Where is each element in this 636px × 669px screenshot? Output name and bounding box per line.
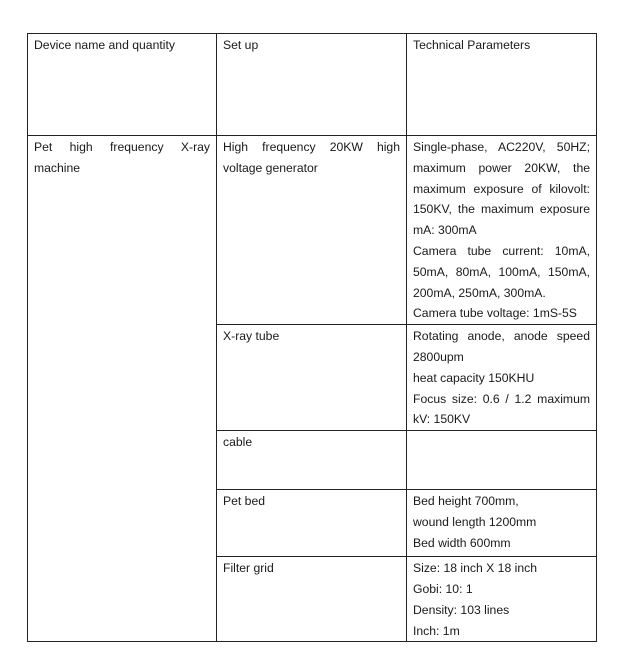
setup-cell (217, 325, 407, 431)
setup-cell (217, 490, 407, 557)
header-setup-cell (217, 34, 407, 136)
header-setup: Set up (223, 38, 259, 52)
setup-cell (217, 136, 407, 325)
setup-cell (217, 557, 407, 642)
param-line: wound length 1200mm (413, 514, 537, 529)
param-line: Camera tube voltage: 1mS-5S (413, 306, 577, 321)
setup-label: cable (223, 435, 253, 450)
header-params-cell (407, 34, 597, 136)
header-params: Technical Parameters (413, 38, 531, 52)
table-header-row (28, 34, 597, 136)
param-line: Bed height 700mm, (413, 494, 519, 509)
setup-cell (217, 431, 407, 490)
param-line: Inch: 1m (413, 623, 460, 638)
device-name-cell (28, 136, 217, 642)
param-line: Size: 18 inch X 18 inch (413, 561, 537, 576)
params-cell-empty (407, 431, 597, 490)
params-cell (407, 490, 597, 557)
params-cell (407, 325, 597, 431)
params-cell (407, 557, 597, 642)
params-cell (407, 136, 597, 325)
setup-label: High frequency 20KW high voltage generator (223, 140, 400, 175)
param-line: Bed width 600mm (413, 535, 511, 550)
setup-label: Filter grid (223, 561, 274, 576)
param-line: Single-phase, AC220V, 50HZ; maximum power 20KW, the maximum exposure of kilovolt: 150KV, the maximum exposure mA: 300mA (413, 140, 590, 238)
param-line: heat capacity 150KHU (413, 370, 535, 385)
param-line: Gobi: 10: 1 (413, 581, 473, 596)
table-row (28, 136, 597, 325)
param-line: Camera tube current: 10mA, 50mA, 80mA, 100mA, 150mA, 200mA, 250mA, 300mA. (413, 243, 590, 300)
param-line: Density: 103 lines (413, 602, 510, 617)
header-device: Device name and quantity (34, 38, 175, 52)
param-line: Rotating anode, anode speed 2800upm (413, 329, 590, 364)
setup-label: Pet bed (223, 494, 266, 509)
setup-label: X-ray tube (223, 329, 280, 344)
param-line: Focus size: 0.6 / 1.2 maximum kV: 150KV (413, 391, 590, 427)
spec-table (27, 33, 597, 642)
device-name: Pet high frequency X-ray machine (34, 140, 210, 175)
header-device-cell (28, 34, 217, 136)
